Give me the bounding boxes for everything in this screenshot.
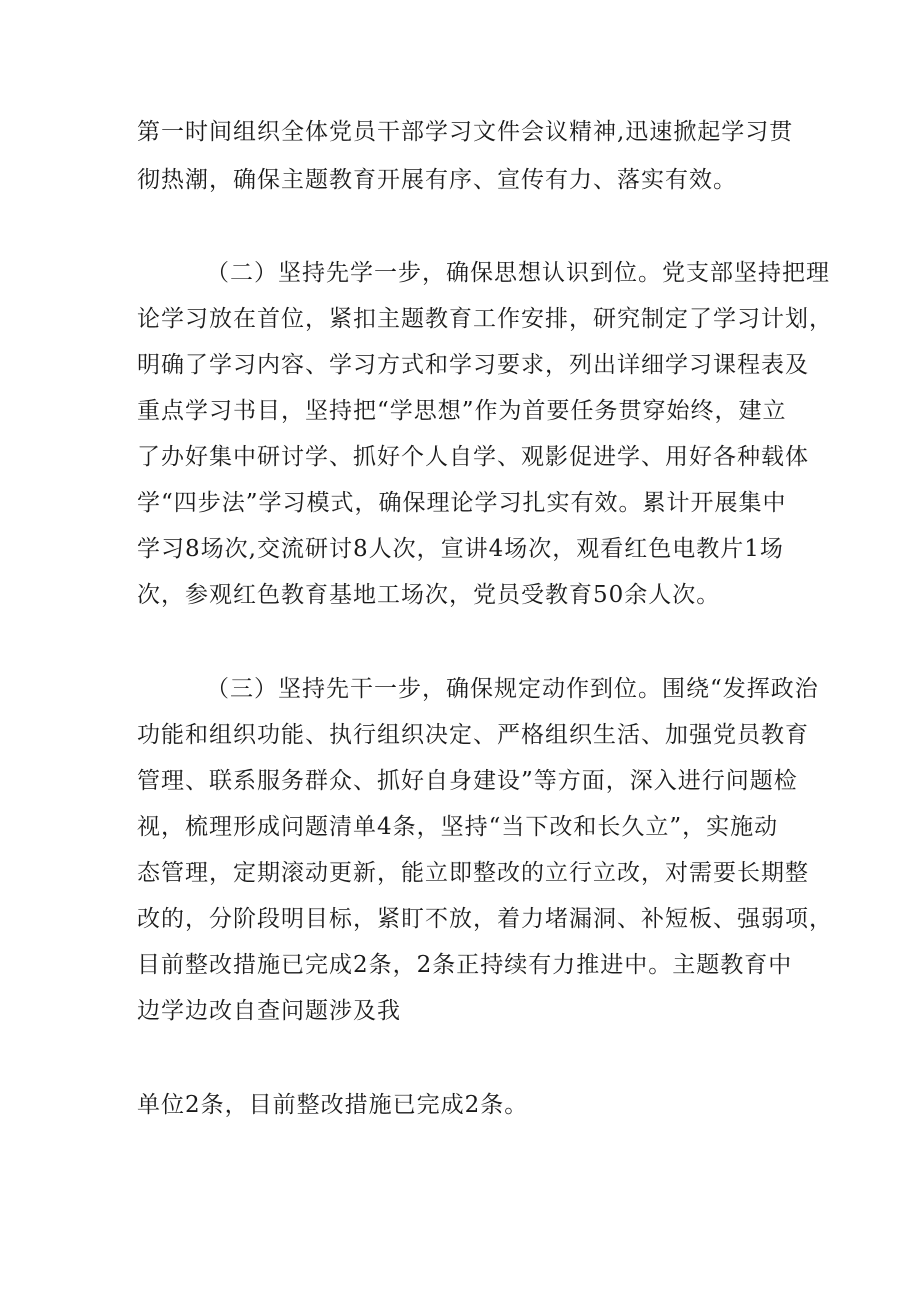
text-line: 重点学习书目，坚持把“学思想”作为首要任务贯穿始终，建立	[137, 398, 787, 424]
text-line: 次，参观红色教育基地工场次，党员受教育50余人次。	[137, 582, 721, 608]
text-line: 彻热潮，确保主题教育开展有序、宣传有力、落实有效。	[137, 167, 737, 193]
text-line: 单位2条，目前整改措施已完成2条。	[137, 1092, 529, 1118]
text-line: 第一时间组织全体党员干部学习文件会议精神,迅速掀起学习贯	[137, 119, 794, 145]
text-line: 态管理，定期滚动更新，能立即整改的立行立改，对需要长期整	[137, 860, 809, 886]
text-line: 了办好集中研讨学、抓好个人自学、观影促进学、用好各种载体	[137, 444, 809, 470]
text-line: 目前整改措施已完成2条，2条正持续有力推进中。主题教育中	[137, 952, 793, 978]
text-line: 视，梳理形成问题清单4条，坚持“当下改和长久立”，实施动	[137, 814, 779, 840]
text-line: 明确了学习内容、学习方式和学习要求，列出详细学习课程表及	[137, 352, 809, 378]
paragraph-heading-3: （三）坚持先干一步，确保规定动作到位。围绕“发挥政治	[206, 676, 819, 702]
text-line: 改的，分阶段明目标，紧盯不放，着力堵漏洞、补短板、强弱项，	[137, 906, 833, 932]
text-line: 论学习放在首位，紧扣主题教育工作安排，研究制定了学习计划，	[137, 306, 833, 332]
text-line: 管理、联系服务群众、抓好自身建设”等方面，深入进行问题检	[137, 768, 798, 794]
text-line: 学习8场次,交流研讨8人次，宣讲4场次，观看红色电教片1场	[137, 536, 784, 562]
text-line: 边学边改自查问题涉及我	[137, 998, 401, 1024]
text-line: 功能和组织功能、执行组织决定、严格组织生活、加强党员教育	[137, 722, 809, 748]
text-line: 学“四步法”学习模式，确保理论学习扎实有效。累计开展集中	[137, 490, 787, 516]
paragraph-heading-2: （二）坚持先学一步，确保思想认识到位。党支部坚持把理	[206, 260, 830, 286]
